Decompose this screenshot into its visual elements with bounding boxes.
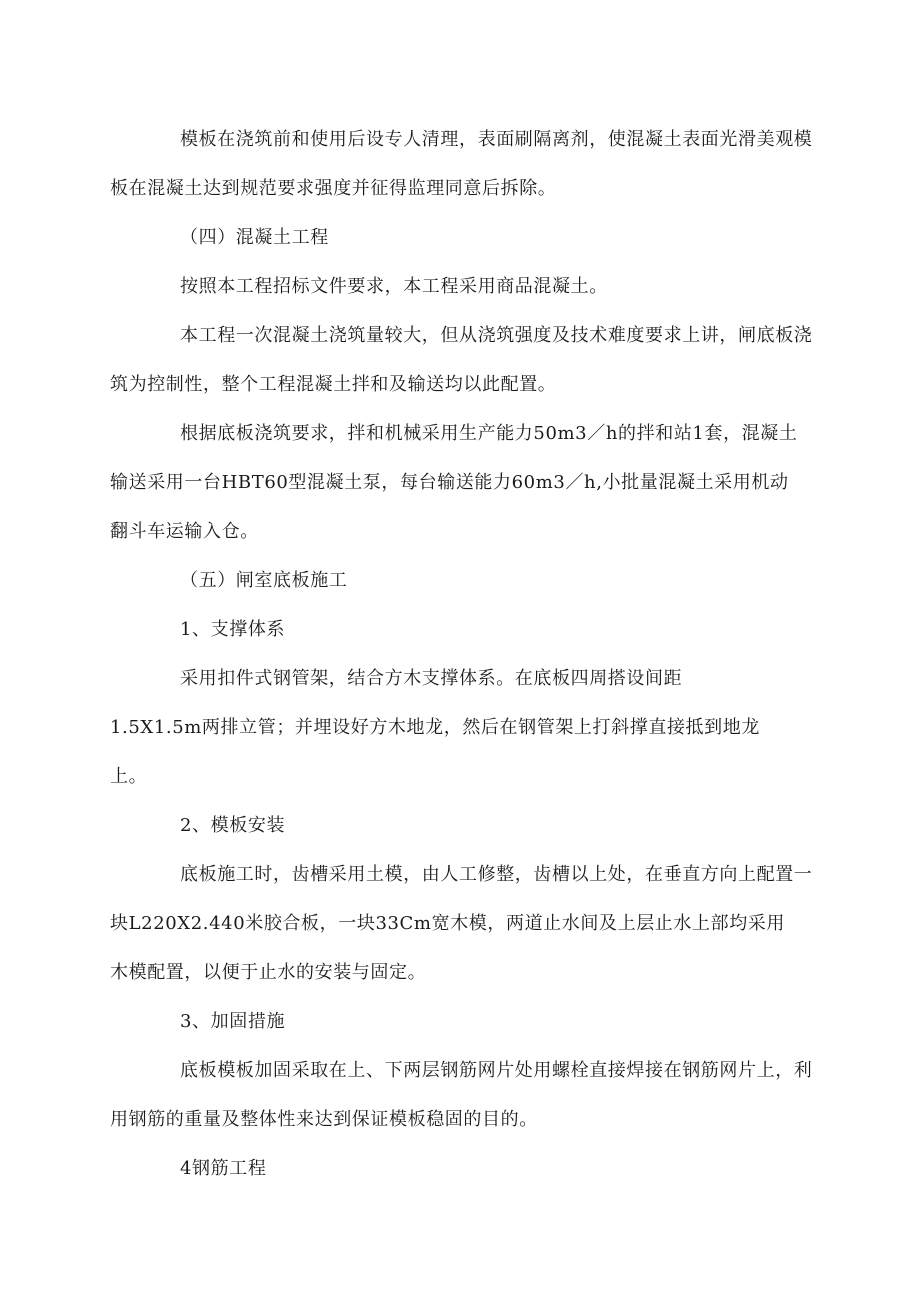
subsection-heading: 2、模板安装 — [180, 815, 286, 836]
text-line: 采用扣件式钢管架，结合方木支撑体系。在底板四周搭设间距 — [180, 668, 683, 689]
text-line: 1.5X1.5m两排立管；并埋设好方木地龙，然后在钢管架上打斜撑直接抵到地龙 — [110, 717, 760, 738]
text-line: 底板模板加固采取在上、下两层钢筋网片处用螺栓直接焊接在钢筋网片上，利 — [180, 1060, 813, 1081]
text-line: 输送采用一台HBT60型混凝土泵，每台输送能力60m3／h,小批量混凝土采用机动 — [110, 472, 789, 493]
text-line: 根据底板浇筑要求，拌和机械采用生产能力50m3／h的拌和站1套，混凝土 — [180, 423, 798, 444]
text-line: 板在混凝土达到规范要求强度并征得监理同意后拆除。 — [110, 178, 557, 199]
text-line: 翻斗车运输入仓。 — [110, 521, 259, 542]
section-heading: （四）混凝土工程 — [180, 227, 329, 248]
text-line: 按照本工程招标文件要求，本工程采用商品混凝土。 — [180, 276, 608, 297]
text-line: 木模配置，以便于止水的安装与固定。 — [110, 962, 427, 983]
section-heading: 4钢筋工程 — [180, 1158, 267, 1179]
text-line: 模板在浇筑前和使用后设专人清理，表面刷隔离剂，使混凝土表面光滑美观模 — [180, 129, 813, 150]
section-heading: （五）闸室底板施工 — [180, 570, 348, 591]
subsection-heading: 1、支撑体系 — [180, 619, 286, 640]
text-line: 块L220X2.440米胶合板，一块33Cm宽木模，两道止水间及上层止水上部均采用 — [110, 913, 785, 934]
text-line: 底板施工时，齿槽采用土模，由人工修整，齿槽以上处，在垂直方向上配置一 — [180, 864, 813, 885]
text-line: 筑为控制性，整个工程混凝土拌和及输送均以此配置。 — [110, 374, 557, 395]
text-line: 本工程一次混凝土浇筑量较大，但从浇筑强度及技术难度要求上讲，闸底板浇 — [180, 325, 813, 346]
text-line: 上。 — [110, 766, 148, 787]
text-line: 用钢筋的重量及整体性来达到保证模板稳固的目的。 — [110, 1109, 538, 1130]
subsection-heading: 3、加固措施 — [180, 1011, 286, 1032]
